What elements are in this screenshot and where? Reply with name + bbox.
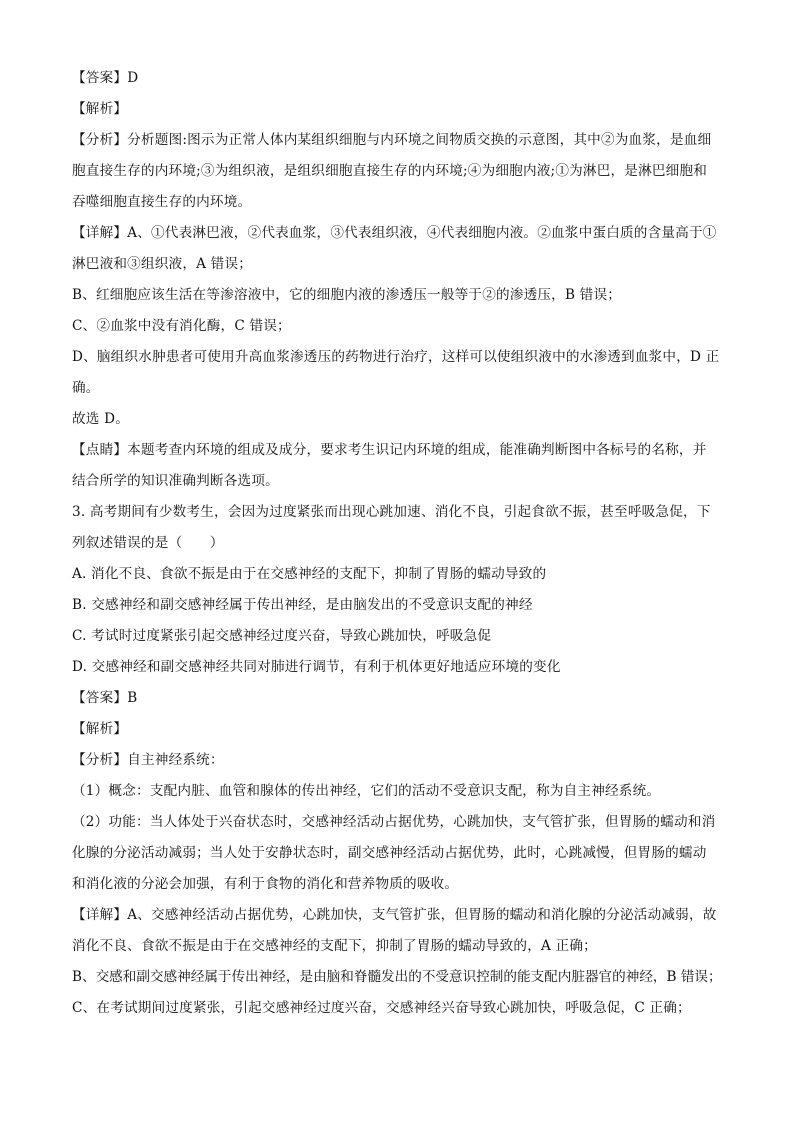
text-line <box>72 125 724 156</box>
text-line <box>72 652 724 683</box>
line-text: C、②血浆中没有消化酶，C 错误； <box>72 318 291 334</box>
section-tag: 【详解】 <box>72 907 128 923</box>
line-text: 分析题图:图示为正常人体内某组织细胞与内环境之间物质交换的示意图，其中②为血浆，是血细 <box>127 132 712 148</box>
line-text: C、在考试期间过度紧张，引起交感神经过度兴奋，交感神经兴奋导致心跳加快，呼吸急促，C 正确； <box>72 1000 691 1016</box>
text-line <box>72 497 724 528</box>
line-text: 消化不良、食欲不振是由于在交感神经的支配下，抑制了胃肠的蠕动导致的，A 正确； <box>72 938 597 954</box>
line-text: A. 消化不良、食欲不振是由于在交感神经的支配下，抑制了胃肠的蠕动导致的 <box>72 566 547 582</box>
line-text: 本题考查内环境的组成及成分，要求考生识记内环境的组成，能准确判断图中各标号的名称，并 <box>127 442 707 458</box>
line-text: （1）概念：支配内脏、血管和腺体的传出神经，它们的活动不受意识支配，称为自主神经系统。 <box>72 783 661 799</box>
line-text: 3. 高考期间有少数考生，会因为过度紧张而出现心跳加速、消化不良，引起食欲不振，甚至呼吸急促，下 <box>72 504 711 520</box>
text-line <box>72 714 724 745</box>
line-text: D、脑组织水肿患者可使用升高血浆渗透压的药物进行治疗，这样可以使组织液中的水渗透到血浆中，D 正 <box>72 349 720 365</box>
section-tag: 【点睛】 <box>72 442 128 458</box>
line-text: A、①代表淋巴液，②代表血浆，③代表组织液，④代表细胞内液。②血浆中蛋白质的含量高于① <box>127 225 717 241</box>
line-text: B、交感和副交感神经属于传出神经，是由脑和脊髓发出的不受意识控制的能支配内脏器官的神经，B 错误； <box>72 969 722 985</box>
line-text: D <box>127 70 139 86</box>
text-line <box>72 745 724 776</box>
text-line <box>72 869 724 900</box>
line-text: B. 交感神经和副交感神经属于传出神经，是由脑发出的不受意识支配的神经 <box>72 597 533 613</box>
line-text: 吞噬细胞直接生存的内环境。 <box>72 194 252 210</box>
text-line <box>72 807 724 838</box>
section-tag: 【分析】 <box>72 132 128 148</box>
text-line <box>72 838 724 869</box>
text-line <box>72 249 724 280</box>
line-text: C. 考试时过度紧张引起交感神经过度兴奋，导致心跳加快，呼吸急促 <box>72 628 492 644</box>
line-text: B <box>127 690 138 706</box>
section-tag: 【答案】 <box>72 70 128 86</box>
line-text: 确。 <box>72 380 100 396</box>
text-line <box>72 280 724 311</box>
line-text: 自主神经系统： <box>127 752 224 768</box>
line-text: D. 交感神经和副交感神经共同对肺进行调节，有利于机体更好地适应环境的变化 <box>72 659 561 675</box>
line-text: 胞直接生存的内环境;③为组织液，是组织细胞直接生存的内环境;④为细胞内液;①为淋巴，是淋巴细胞和 <box>72 163 708 179</box>
line-text: 化腺的分泌活动减弱；当人处于安静状态时，副交感神经活动占据优势，此时，心跳减慢，但胃肠的蠕动 <box>72 845 707 861</box>
section-tag: 【解析】 <box>72 721 128 737</box>
text-line <box>72 156 724 187</box>
text-line <box>72 621 724 652</box>
section-tag: 【解析】 <box>72 101 128 117</box>
line-text: 结合所学的知识准确判断各选项。 <box>72 473 279 489</box>
text-line <box>72 404 724 435</box>
line-text: 故选 D。 <box>72 411 130 427</box>
section-tag: 【分析】 <box>72 752 128 768</box>
section-tag: 【答案】 <box>72 690 128 706</box>
text-line <box>72 373 724 404</box>
text-line <box>72 63 724 94</box>
line-text: 列叙述错误的是（ ） <box>72 535 224 551</box>
text-line <box>72 342 724 373</box>
text-line <box>72 776 724 807</box>
line-text: （2）功能：当人体处于兴奋状态时，交感神经活动占据优势，心跳加快，支气管扩张，但胃肠的蠕动和消 <box>72 814 716 830</box>
text-line <box>72 435 724 466</box>
text-line <box>72 683 724 714</box>
line-text: 和消化液的分泌会加强，有利于食物的消化和营养物质的吸收。 <box>72 876 459 892</box>
line-text: A、交感神经活动占据优势，心跳加快，支气管扩张，但胃肠的蠕动和消化腺的分泌活动减弱，故 <box>127 907 717 923</box>
text-line <box>72 962 724 993</box>
line-text: 淋巴液和③组织液，A 错误； <box>72 256 253 272</box>
text-line <box>72 94 724 125</box>
section-tag: 【详解】 <box>72 225 128 241</box>
text-line <box>72 993 724 1024</box>
text-line <box>72 528 724 559</box>
text-line <box>72 931 724 962</box>
text-line <box>72 900 724 931</box>
text-line <box>72 218 724 249</box>
text-line <box>72 466 724 497</box>
text-line <box>72 311 724 342</box>
text-line <box>72 590 724 621</box>
text-line <box>72 187 724 218</box>
document-body <box>72 63 724 1024</box>
line-text: B、红细胞应该生活在等渗溶液中，它的细胞内液的渗透压一般等于②的渗透压，B 错误； <box>72 287 622 303</box>
text-line <box>72 559 724 590</box>
